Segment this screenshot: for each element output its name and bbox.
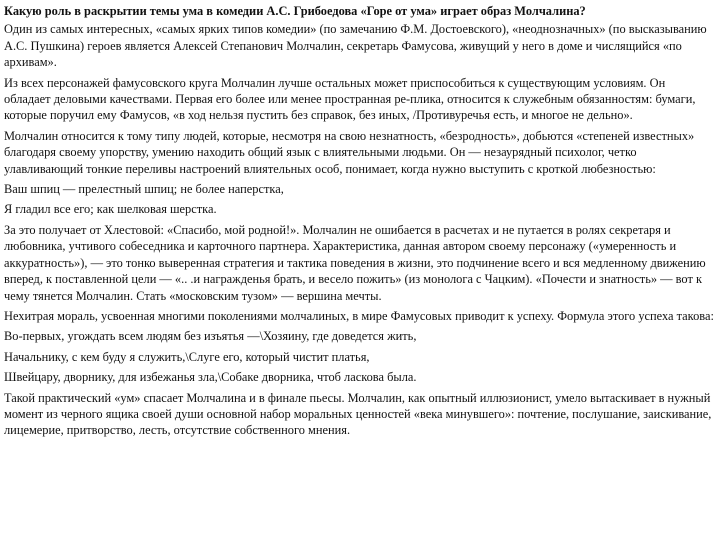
verse-line: Швейцару, дворнику, для избежанья зла,\Собаке дворника, чтоб ласкова была. [4, 370, 417, 385]
verse-line: Начальнику, с кем буду я служить,\Слуге его, который чистит платья, [4, 349, 370, 364]
paragraph-business-qualities: Из всех персонажей фамусовского круга Молчалин лучше остальных может приспособиться к существующим условиям. Он обладает деловыми качествами. Первая его более или менее пространная ре-плика, относится к служебным обязанностям: бумаги, которые поручил ему Фамусов, «в ход нельзя пустить без справок, без иных, /Противуречья есть, и многое не дельно». [4, 75, 696, 123]
verse-line: Во-первых, угождать всем людям без изъятья —\Хозяину, где доведется жить, [4, 329, 417, 344]
verse-line: Я гладил все его; как шелковая шерстка. [4, 202, 217, 217]
paragraph-intro: Один из самых интересных, «самых ярких типов комедии» (по замечанию Ф.М. Достоевского), «неоднозначных» (по высказыванию А.С. Пушкина) героев является Алексей Степанович Молчалин, секретарь Фамусова, живущий у него в доме и числящийся «по архивам». [4, 22, 707, 70]
verse-line: Ваш шпиц — прелестный шпиц; не более наперстка, [4, 182, 284, 197]
document-title: Какую роль в раскрытии темы ума в комедии А.С. Грибоедова «Горе от ума» играет образ Молчалина? [4, 4, 586, 18]
paragraph-finale: Такой практический «ум» спасает Молчалина и в финале пьесы. Молчалин, как опытный иллюзионист, умело вытаскивает в нужный момент из черного ящика своей души основной набор моральных ценностей «века минувшего»: почтение, послушание, заискивание, лицемерие, притворство, лесть, отсутствие собственного мнения. [4, 390, 712, 438]
paragraph-psychologist: Молчалин относится к тому типу людей, которые, несмотря на свою незнатность, «безродность», добьются «степеней известных» благодаря своему упорству, умению находить общий язык с влиятельными людьми. Он — незаурядный психолог, четко улавливающий тонкие переливы настроений влиятельных особ, понимает, когда нужно выступить с кроткой любезностью: [4, 128, 695, 176]
paragraph-strategy: За это получает от Хлестовой: «Спасибо, мой родной!». Молчалин не ошибается в расчетах и не путается в ролях секретаря и любовника, учтивого собеседника и карточного партнера. Характеристика, данная автором своему персонажу («умеренность и аккуратность»), — это тонко выверенная стратегия и тактика поведения в жизни, это подчинение всего и вся медленному движению вперед, к поставленной цели — «.. .и награжденья брать, и весело пожить» (из монолога с Чацким). «Почести и знатность» — вот к чему тянется Молчалин. Стать «московским тузом» — вершина мечты. [4, 222, 706, 303]
paragraph-morality: Нехитрая мораль, усвоенная многими поколениями молчалиных, в мире Фамусовых приводит к успеху. Формула этого успеха такова: [4, 308, 714, 323]
